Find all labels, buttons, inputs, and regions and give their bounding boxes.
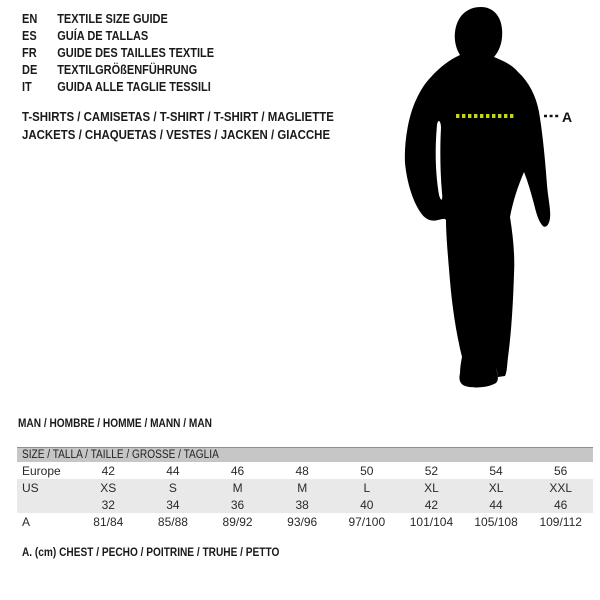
cell: 93/96: [287, 514, 318, 529]
size-table-grid: [17, 462, 593, 530]
measurement-footnote: [22, 547, 314, 559]
language-title: GUÍA DE TALLAS: [57, 29, 149, 43]
cell: 34: [166, 497, 180, 512]
cell: 38: [295, 497, 309, 512]
garment-category-tshirts: T-SHIRTS / CAMISETAS / T-SHIRT / T-SHIRT / MAGLIETTE: [22, 109, 334, 124]
cell: 44: [166, 463, 180, 478]
table-row-us: [17, 479, 593, 496]
section-title-text: MAN / HOMBRE / HOMME / MANN / MAN: [18, 418, 212, 430]
language-row: [22, 45, 214, 62]
cell: 46: [554, 497, 568, 512]
language-row: [22, 79, 214, 96]
size-table-header: [17, 447, 593, 462]
language-title: GUIDA ALLE TAGLIE TESSILI: [57, 80, 211, 94]
language-code: EN: [22, 12, 38, 26]
language-code: IT: [22, 80, 32, 94]
section-title-man: [18, 418, 238, 430]
row-label: [17, 496, 76, 513]
language-code: DE: [22, 63, 38, 77]
size-table-header-text: SIZE / TALLA / TAILLE / GRÖSSE / TAGLIA: [22, 449, 219, 461]
cell: 56: [554, 463, 568, 478]
cell: 109/112: [539, 514, 582, 529]
cell: 40: [360, 497, 374, 512]
table-row-europe: [17, 462, 593, 479]
cell: 85/88: [157, 514, 188, 529]
cell: 54: [489, 463, 503, 478]
cell: L: [363, 480, 371, 495]
cell: XL: [488, 480, 504, 495]
cell: M: [297, 480, 308, 495]
cell: S: [168, 480, 177, 495]
language-title: GUIDE DES TAILLES TEXTILE: [57, 46, 215, 60]
cell: 81/84: [93, 514, 124, 529]
language-code: ES: [22, 29, 37, 43]
man-silhouette-figure: [400, 5, 597, 393]
cell: 52: [424, 463, 439, 478]
table-row-chest: [17, 513, 593, 530]
cell: XXL: [549, 480, 573, 495]
language-title: TEXTILE SIZE GUIDE: [57, 12, 168, 26]
row-label: US: [22, 480, 39, 495]
language-code: FR: [22, 46, 37, 60]
cell: XS: [100, 480, 117, 495]
cell: 89/92: [222, 514, 253, 529]
man-silhouette: [405, 7, 550, 387]
cell: 46: [230, 463, 245, 478]
measure-label-a: A: [562, 109, 573, 125]
cell: 48: [295, 463, 309, 478]
cell: M: [232, 480, 243, 495]
cell: 36: [230, 497, 245, 512]
cell: 97/100: [348, 514, 386, 529]
language-row: [22, 62, 214, 79]
cell: 44: [489, 497, 503, 512]
row-label: A: [22, 514, 31, 529]
garment-category-jackets: JACKETS / CHAQUETAS / VESTES / JACKEN / GIACCHE: [22, 126, 331, 142]
garment-category-list: [22, 108, 376, 143]
language-row: [22, 28, 214, 45]
cell: 42: [101, 463, 115, 478]
size-table: [17, 447, 593, 530]
cell: 50: [360, 463, 374, 478]
language-title: TEXTILGRÖßENFÜHRUNG: [57, 63, 198, 77]
cell: XL: [424, 480, 439, 495]
cell: 105/108: [474, 514, 518, 529]
language-row: [22, 11, 214, 28]
measurement-footnote-text: A. (cm) CHEST / PECHO / POITRINE / TRUHE / PETTO: [22, 547, 280, 559]
table-row-numeric: [17, 496, 593, 513]
language-title-list: [22, 11, 240, 96]
cell: 42: [424, 497, 439, 512]
cell: 32: [101, 497, 115, 512]
row-label: Europe: [22, 463, 61, 478]
man-silhouette-svg: [400, 5, 597, 393]
cell: 101/104: [409, 514, 454, 529]
